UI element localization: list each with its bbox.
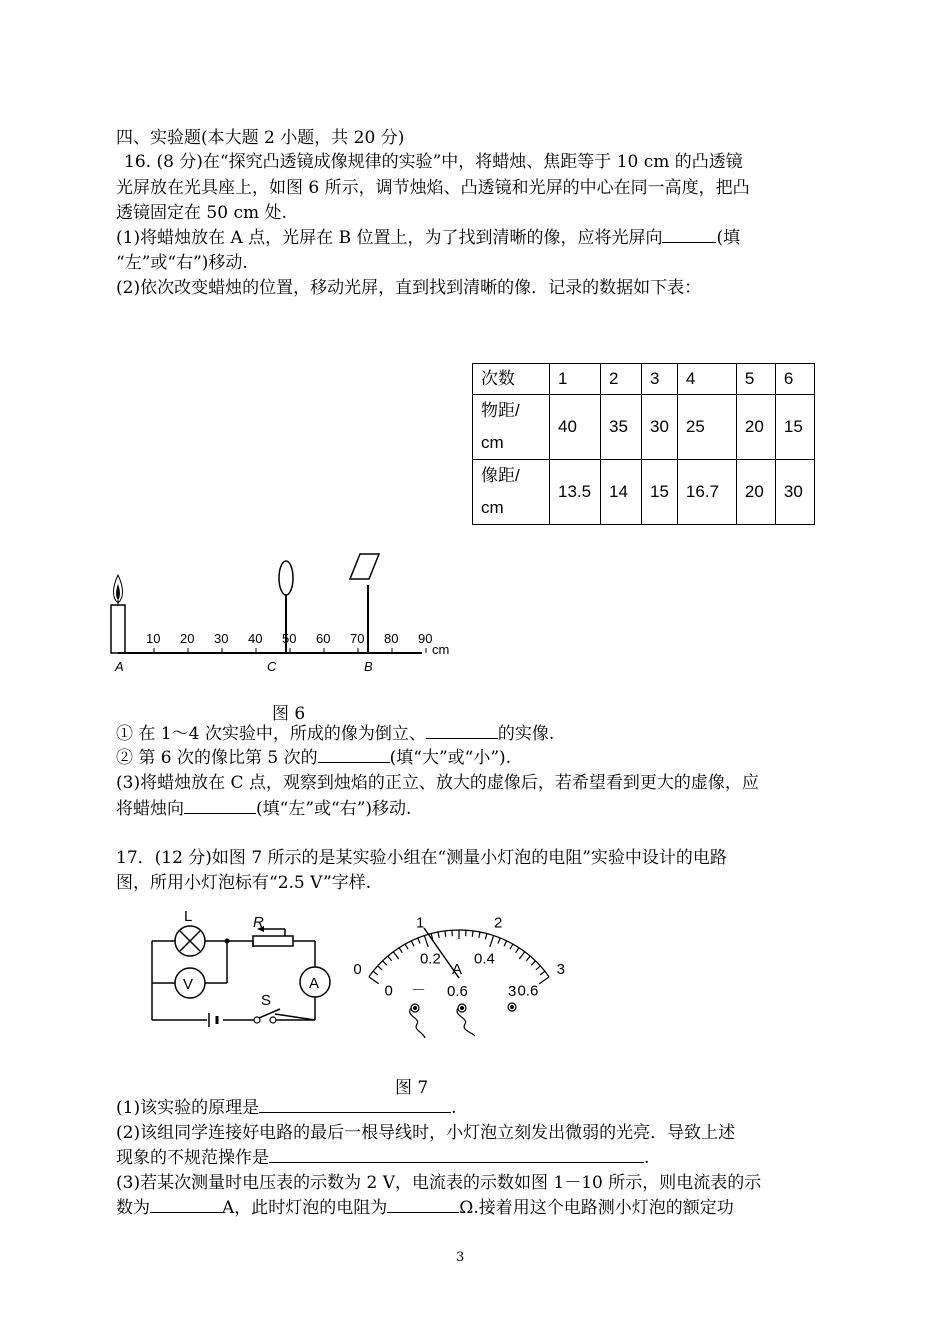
dial-label: 0.2 bbox=[419, 950, 441, 968]
q17-part3-mid: A，此时灯泡的电阻为 bbox=[222, 1198, 388, 1218]
table-row bbox=[473, 364, 815, 395]
dial-tick bbox=[393, 952, 398, 959]
bench-tick-label: 30 bbox=[214, 631, 229, 646]
row-label-unit: cm bbox=[481, 498, 504, 517]
dial-tick bbox=[519, 952, 524, 959]
dial-tick bbox=[490, 936, 494, 947]
table-header-cell: 6 bbox=[775, 364, 814, 395]
dial-label: 0.6 bbox=[517, 982, 539, 1000]
q17-line1: 17．(12 分)如图 7 所示的是某实验小组在“测量小灯泡的电阻”实验中设计的电路 bbox=[116, 848, 727, 868]
voltmeter-icon bbox=[175, 968, 205, 998]
q16-sub2-text: ② 第 6 次的像比第 5 次的 bbox=[116, 748, 318, 768]
q16-part3-cont bbox=[116, 797, 411, 821]
dial-tick bbox=[438, 932, 439, 938]
table-header-cell: 3 bbox=[642, 364, 678, 395]
q17-part2-end: . bbox=[644, 1148, 650, 1168]
q16-line3: 透镜固定在 50 cm 处. bbox=[116, 203, 287, 223]
q17-part3-end: Ω.接着用这个电路测小灯泡的额定功 bbox=[459, 1198, 734, 1218]
dial-tick bbox=[485, 934, 487, 940]
dial-tick bbox=[472, 931, 473, 937]
rheostat-label: R bbox=[253, 914, 264, 931]
table-label-cell bbox=[473, 460, 550, 525]
q17-part3: (3)若某次测量时电压表的示数为 2 V，电流表的示数如图 1－10 所示，则电流表的示 bbox=[116, 1173, 762, 1193]
table-header-cell: 5 bbox=[736, 364, 775, 395]
q16-sub1-text: ① 在 1～4 次实验中，所成的像为倒立、 bbox=[116, 724, 426, 744]
row-label-unit: cm bbox=[481, 433, 504, 452]
q17-part1 bbox=[116, 1096, 457, 1120]
q17-part2-cont bbox=[116, 1146, 649, 1170]
table-cell: 40 bbox=[550, 395, 601, 460]
q16-part3: (3)将蜡烛放在 C 点，观察到烛焰的正立、放大的虚像后，若希望看到更大的虚像，应 bbox=[116, 773, 759, 793]
dial-tick bbox=[411, 941, 414, 946]
table-label-cell bbox=[473, 395, 550, 460]
q17-part3-blank-current[interactable] bbox=[150, 1196, 222, 1213]
point-a-label: A bbox=[115, 659, 124, 674]
candle-icon bbox=[111, 575, 125, 653]
dial-label: 1 bbox=[415, 914, 425, 932]
q17-part3-blank-resistance[interactable] bbox=[387, 1196, 459, 1213]
q16-part1-hint: (填 bbox=[716, 228, 741, 248]
dial-tick bbox=[540, 971, 545, 975]
dial-tick bbox=[418, 938, 420, 944]
bench-tick-label: 80 bbox=[384, 631, 399, 646]
terminal-wires-icon bbox=[410, 1003, 516, 1038]
terminal-minus: － bbox=[411, 982, 427, 999]
dial-tick bbox=[504, 941, 507, 946]
dial-tick bbox=[388, 956, 392, 961]
q16-part3-blank[interactable] bbox=[184, 797, 256, 814]
dial-label: 0.4 bbox=[474, 950, 495, 968]
dial-tick bbox=[373, 971, 378, 975]
table-cell: 15 bbox=[642, 460, 678, 525]
bench-tick-label: 40 bbox=[248, 631, 263, 646]
table-cell: 15 bbox=[775, 395, 814, 460]
dial-label: 0 bbox=[384, 982, 393, 1000]
figure-7-ammeter-dial bbox=[325, 890, 585, 1050]
page-number: 3 bbox=[456, 1250, 465, 1265]
figure-6-caption: 图 6 bbox=[272, 704, 306, 724]
dial-tick bbox=[424, 936, 428, 947]
dial-tick bbox=[369, 977, 379, 984]
terminal-3: 3 bbox=[508, 983, 517, 1000]
table-cell: 14 bbox=[601, 460, 642, 525]
table-cell: 30 bbox=[642, 395, 678, 460]
dial-unit: A bbox=[452, 961, 463, 978]
q17-part1-end: . bbox=[451, 1098, 457, 1118]
dial-tick bbox=[445, 931, 446, 937]
dial-tick bbox=[383, 961, 387, 965]
voltmeter-label: V bbox=[183, 976, 194, 993]
q17-part3-text: 数为 bbox=[116, 1198, 150, 1218]
dial-tick bbox=[526, 956, 530, 961]
bench-tick-label: 20 bbox=[180, 631, 195, 646]
row-label: 像距/ bbox=[481, 466, 520, 485]
dial-tick bbox=[405, 944, 408, 949]
q16-part1-text: (1)将蜡烛放在 A 点，光屏在 B 位置上，为了找到清晰的像，应将光屏向 bbox=[116, 228, 663, 248]
table-row bbox=[473, 460, 815, 525]
table-header-cell: 1 bbox=[550, 364, 601, 395]
figure-6-optical-bench bbox=[100, 540, 480, 680]
lamp-label: L bbox=[184, 908, 193, 925]
dial-label: 0 bbox=[353, 960, 362, 978]
table-row bbox=[473, 395, 815, 460]
q16-sub2 bbox=[116, 746, 511, 770]
q16-line1: 16. (8 分)在“探究凸透镜成像规律的实验”中，将蜡烛、焦距等于 10 cm 的凸透镜 bbox=[124, 152, 743, 172]
q17-line2: 图，所用小灯泡标有“2.5 V”字样. bbox=[116, 873, 372, 893]
q16-sub1-blank[interactable] bbox=[426, 722, 498, 739]
q17-part1-blank[interactable] bbox=[259, 1096, 451, 1113]
switch-icon bbox=[254, 1009, 280, 1023]
q17-part3-cont bbox=[116, 1196, 734, 1220]
bench-tick-label: 70 bbox=[350, 631, 365, 646]
table-cell: 25 bbox=[677, 395, 736, 460]
dial-label: 2 bbox=[494, 914, 503, 932]
bench-tick-label: 50 bbox=[282, 631, 297, 646]
table-cell: 35 bbox=[601, 395, 642, 460]
dial-tick bbox=[531, 961, 535, 965]
q16-part1-cont: “左”或“右”)移动. bbox=[116, 253, 248, 273]
dial-tick bbox=[399, 948, 402, 953]
data-table bbox=[472, 363, 815, 525]
q17-part2-blank[interactable] bbox=[269, 1146, 644, 1163]
dial-tick bbox=[378, 966, 382, 970]
figure-7-caption: 图 7 bbox=[395, 1078, 429, 1098]
bench-tick-label: 90 bbox=[418, 631, 433, 646]
row-label: 物距/ bbox=[481, 401, 520, 420]
dial-tick bbox=[539, 977, 549, 984]
bench-tick-label: 10 bbox=[146, 631, 161, 646]
bench-tick-labels bbox=[146, 631, 432, 653]
figure-7-circuit bbox=[145, 905, 335, 1030]
q16-part2: (2)依次改变蜡烛的位置，移动光屏，直到找到清晰的像．记录的数据如下表： bbox=[116, 278, 702, 298]
q16-line2: 光屏放在光具座上，如图 6 所示，调节烛焰、凸透镜和光屏的中心在同一高度，把凸 bbox=[116, 178, 750, 198]
table-cell: 16.7 bbox=[677, 460, 736, 525]
table-header-cell: 2 bbox=[601, 364, 642, 395]
q17-part2: (2)该组同学连接好电路的最后一根导线时，小灯泡立刻发出微弱的光亮．导致上述 bbox=[116, 1123, 736, 1143]
point-c-label: C bbox=[267, 659, 277, 674]
table-cell: 13.5 bbox=[550, 460, 601, 525]
dial-tick bbox=[510, 944, 513, 949]
dial-tick bbox=[479, 932, 480, 938]
dial-label: 3 bbox=[556, 960, 565, 978]
table-cell: 20 bbox=[736, 395, 775, 460]
ammeter-label: A bbox=[309, 975, 320, 992]
q16-sub1-end: 的实像. bbox=[497, 724, 555, 744]
q17-part2-text: 现象的不规范操作是 bbox=[116, 1148, 269, 1168]
junction-dot bbox=[225, 939, 230, 944]
q16-part1-blank[interactable] bbox=[662, 226, 716, 243]
q16-part3-end: (填“左”或“右”)移动. bbox=[256, 799, 412, 819]
q17-part1-text: (1)该实验的原理是 bbox=[116, 1098, 260, 1118]
dial-tick bbox=[498, 938, 500, 944]
point-b-label: B bbox=[364, 659, 373, 674]
table-cell: 20 bbox=[736, 460, 775, 525]
table-header-cell: 4 bbox=[677, 364, 736, 395]
bench-tick-label: 60 bbox=[316, 631, 331, 646]
table-header-cell: 次数 bbox=[473, 364, 550, 395]
q16-part1 bbox=[116, 226, 740, 250]
bench-unit: cm bbox=[432, 642, 450, 657]
table-cell: 30 bbox=[775, 460, 814, 525]
switch-label: S bbox=[261, 992, 272, 1009]
lamp-icon bbox=[175, 926, 205, 956]
dial-tick bbox=[536, 966, 540, 970]
q16-part3-text: 将蜡烛向 bbox=[116, 799, 184, 819]
q16-sub1 bbox=[116, 722, 554, 746]
q16-sub2-blank[interactable] bbox=[318, 746, 390, 763]
terminal-0-6: 0.6 bbox=[447, 983, 468, 1000]
q16-sub2-end: (填“大”或“小”). bbox=[389, 748, 512, 768]
dial-tick bbox=[516, 948, 519, 953]
section-title: 四、实验题(本大题 2 小题，共 20 分) bbox=[116, 128, 405, 148]
